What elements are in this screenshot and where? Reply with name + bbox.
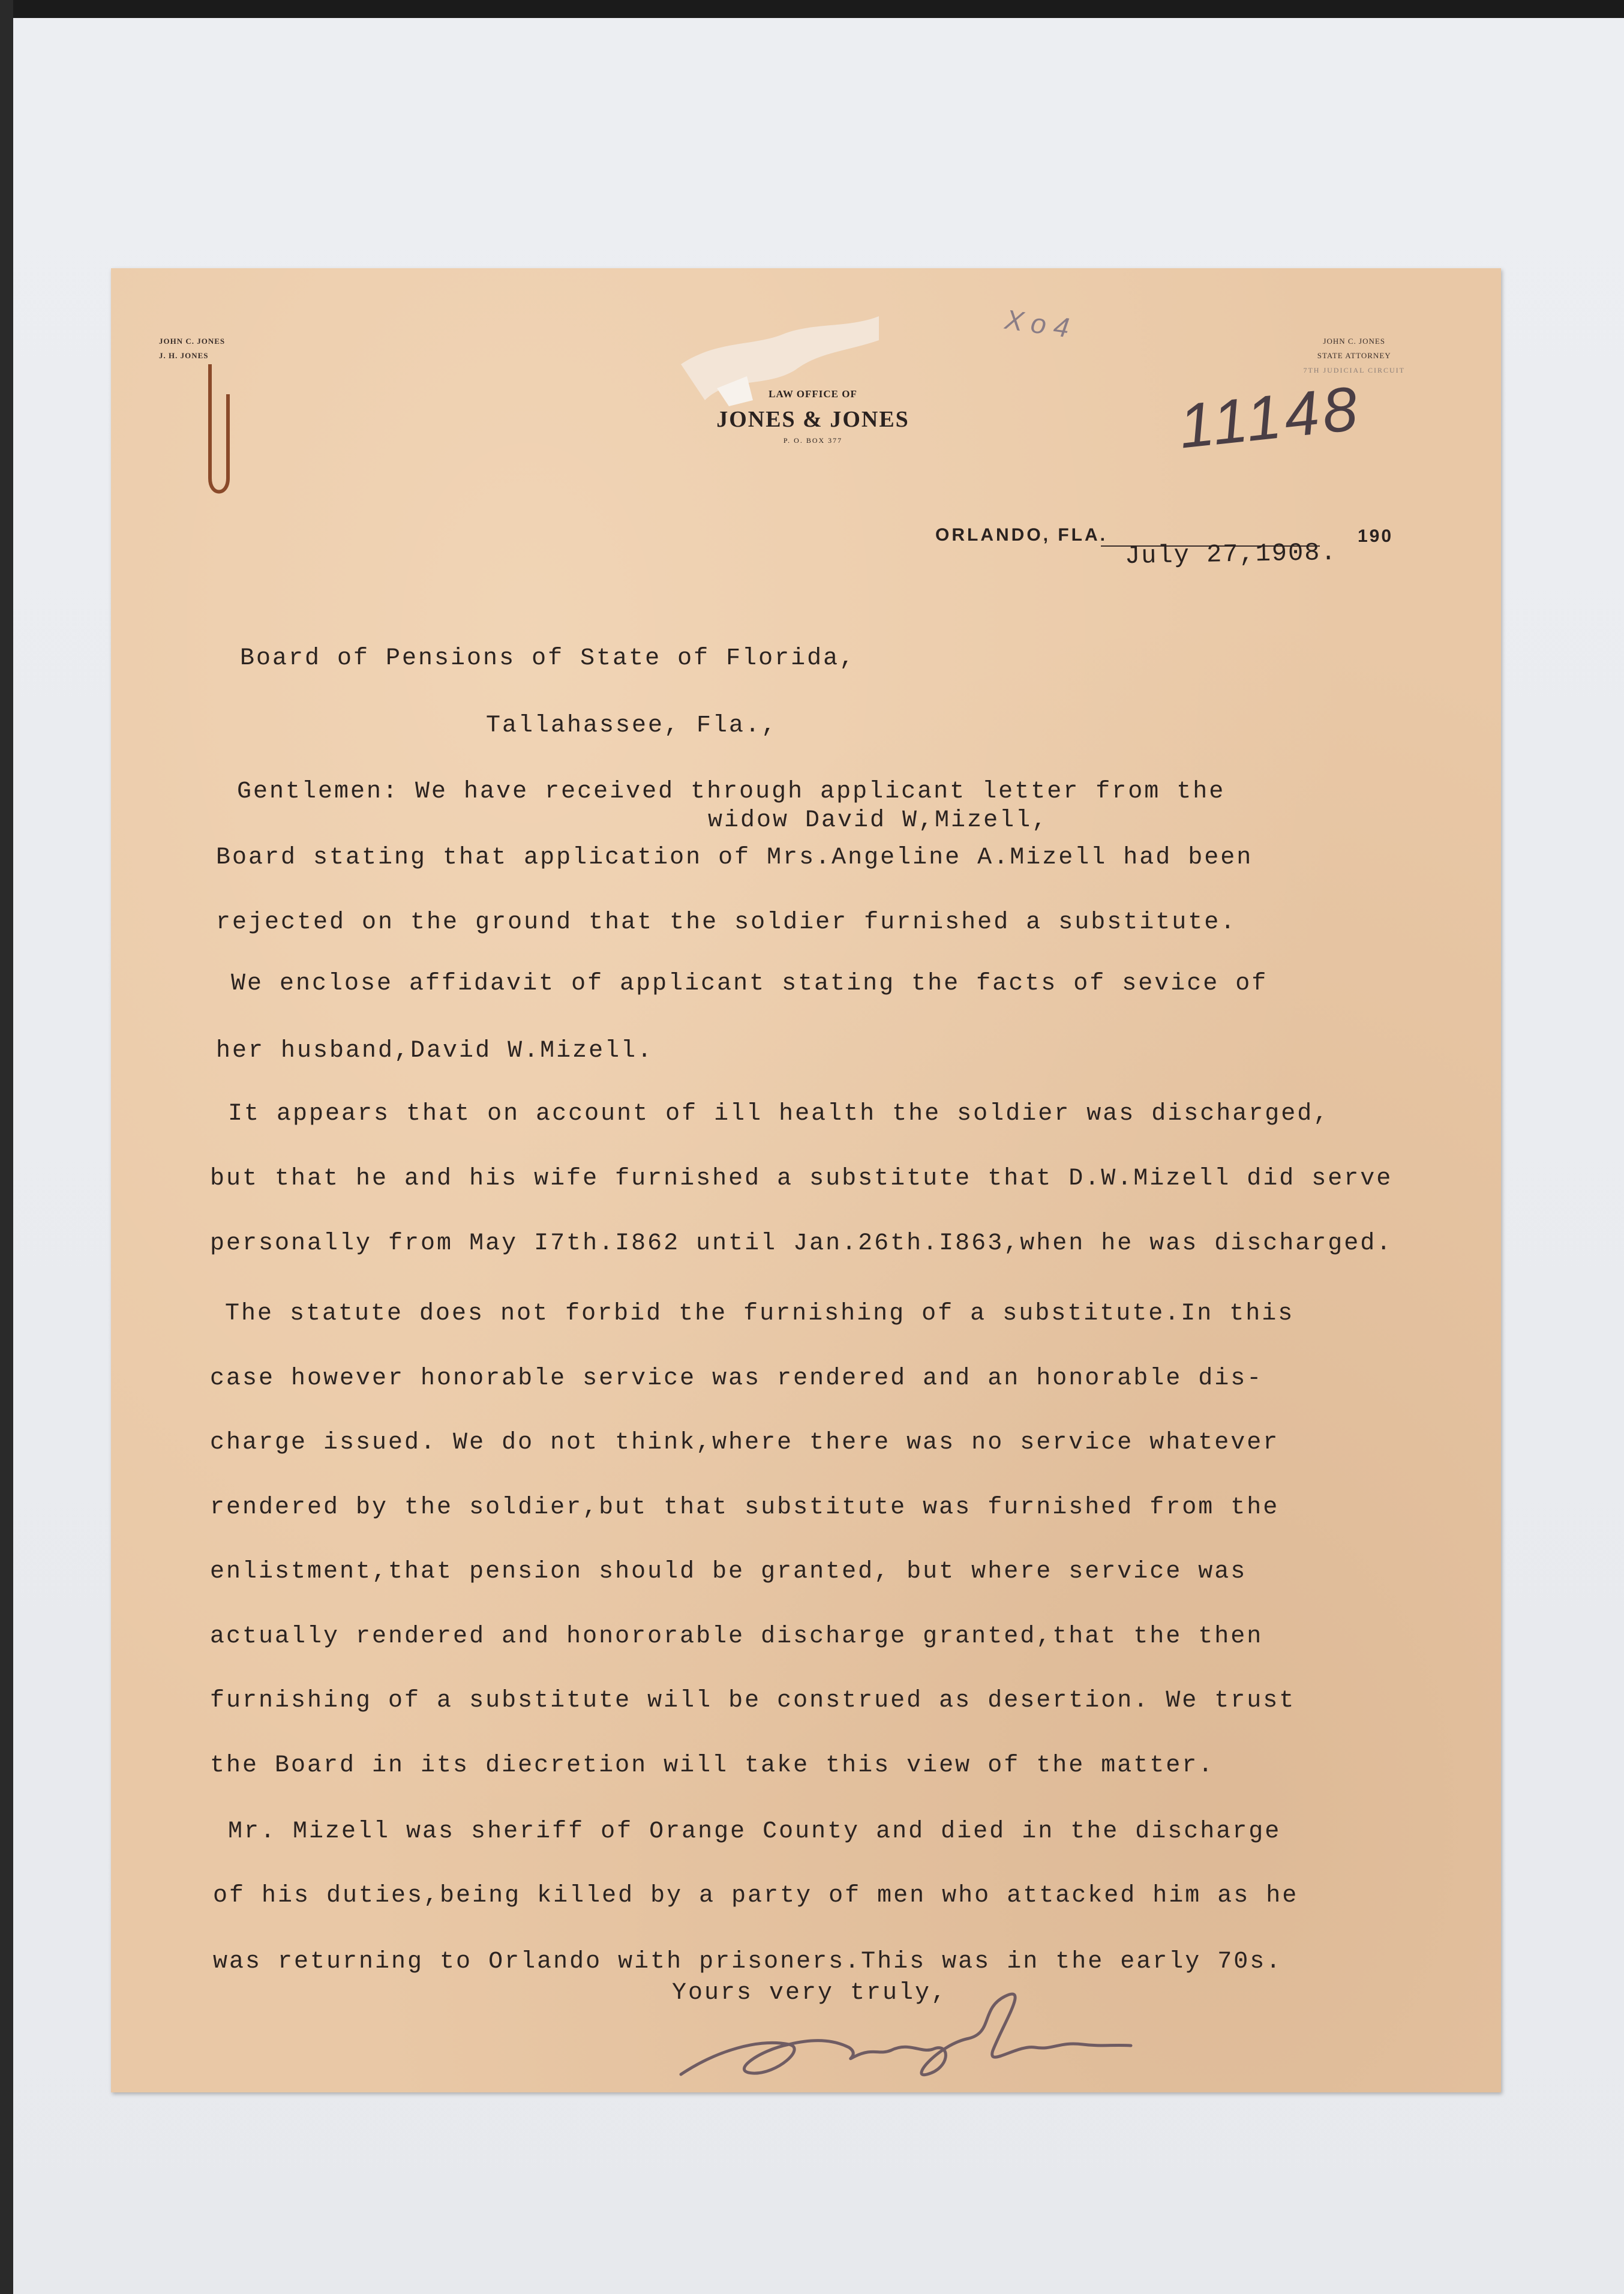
body-line: Mr. Mizell was sheriff of Orange County and died in the discharge [228,1818,1281,1845]
scan-top-border [0,0,1624,18]
body-line: actually rendered and honororable discharge granted,that the then [210,1623,1263,1650]
po-box: P. O. BOX 377 [783,436,843,445]
firm-name: JONES & JONES [716,407,909,432]
office-title: STATE ATTORNEY [1317,351,1391,360]
body-line: her husband,David W.Mizell. [216,1037,654,1064]
office-circuit: 7TH JUDICIAL CIRCUIT [1303,366,1405,374]
addressee-city: Tallahassee, Fla., [486,712,778,739]
body-line: charge issued. We do not think,where there was no service whatever [210,1429,1280,1456]
dateline-place: ORLANDO, FLA. [935,525,1107,545]
closing: Yours very truly, [672,1980,948,2007]
body-line-insert: widow David W,Mizell, [708,807,1049,834]
body-line: Gentlemen: We have received through applicant letter from the [237,778,1226,805]
letterhead-office [1303,334,1405,377]
partner-name: J. H. JONES [159,351,209,360]
letterhead-firm [615,388,1011,445]
paper-clip-mark [198,358,234,502]
body-line: personally from May I7th.I862 until Jan.26th.I863,when he was discharged. [210,1230,1393,1257]
body-line: the Board in its diecretion will take this view of the matter. [210,1752,1215,1779]
handwritten-file-number: 11148 [1175,373,1364,462]
partner-name: JOHN C. JONES [159,337,226,346]
body-line: It appears that on account of ill health the soldier was discharged, [228,1100,1330,1127]
body-line: The statute does not forbid the furnishing of a substitute.In this [225,1300,1295,1327]
body-line: We enclose affidavit of applicant stating the facts of sevice of [231,970,1268,997]
body-line: was returning to Orlando with prisoners.This was in the early 70s. [213,1948,1283,1975]
body-line: rejected on the ground that the soldier furnished a substitute. [216,909,1237,936]
addressee: Board of Pensions of State of Florida, [240,645,856,672]
body-line: case however honorable service was rendered and an honorable dis- [210,1365,1263,1392]
handwritten-signature [669,1984,1161,2092]
body-line: of his duties,being killed by a party of men who attacked him as he [213,1882,1299,1909]
letterhead-partners [159,334,225,363]
scan-left-border [0,0,13,2294]
body-line: furnishing of a substitute will be construed as desertion. We trust [210,1687,1296,1714]
dateline-year-prefix: 190 [1358,526,1394,546]
body-line: enlistment,that pension should be granted, but where service was [210,1558,1247,1585]
law-office-label: LAW OFFICE OF [769,388,857,400]
handwritten-top-mark: X o 4 [1002,303,1071,344]
body-line: rendered by the soldier,but that substitute was furnished from the [210,1494,1280,1521]
letter-page [111,268,1501,2092]
body-line: but that he and his wife furnished a substitute that D.W.Mizell did serve [210,1165,1393,1192]
office-name: JOHN C. JONES [1323,337,1386,346]
body-line: Board stating that application of Mrs.Angeline A.Mizell had been [216,844,1253,871]
letter-date: July 27,1908. [1124,538,1338,571]
